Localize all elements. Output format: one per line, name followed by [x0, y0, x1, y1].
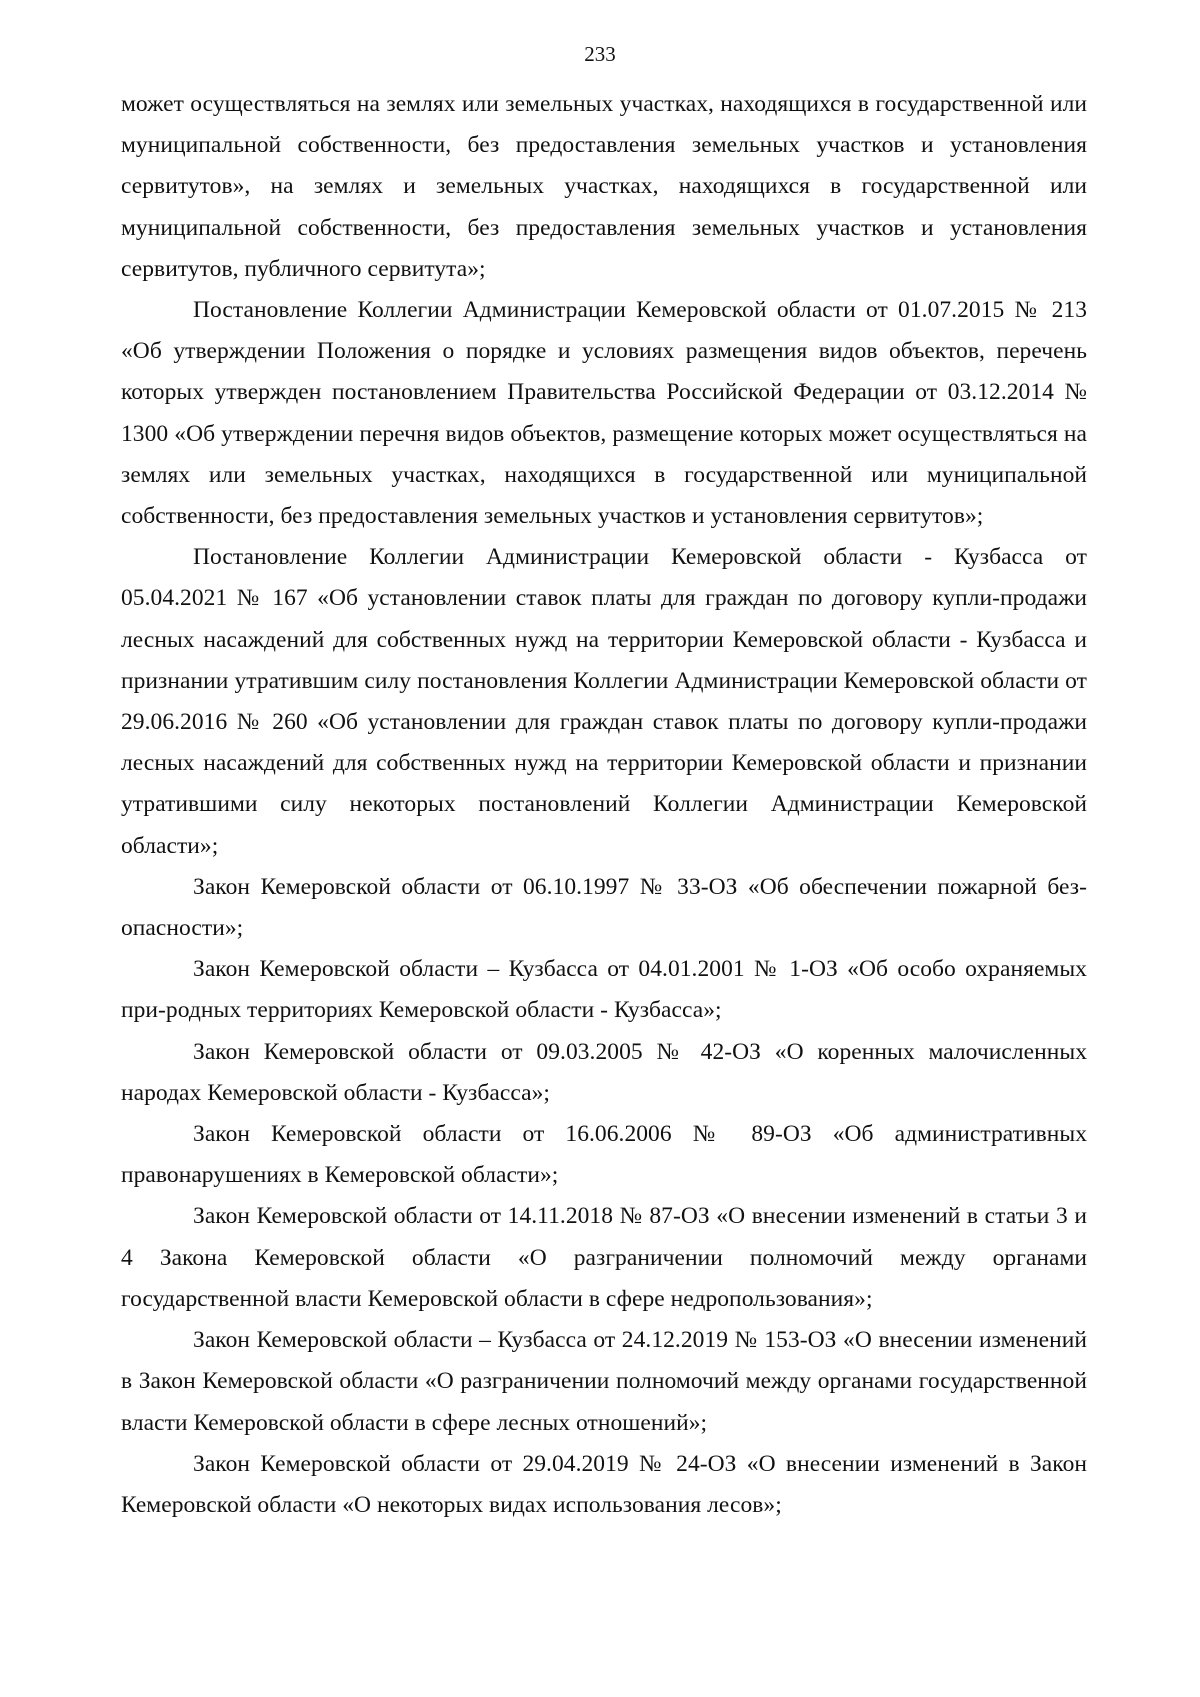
- document-body: [121, 84, 1087, 1526]
- paragraph-law-89-oz: Закон Кемеровской области от 16.06.2006 № 89-ОЗ «Об административных правонарушениях в Кемеровской области»;: [121, 1121, 1087, 1189]
- paragraph-decree-167: Постановление Коллегии Администрации Кемеровской области - Кузбасса от 05.04.2021 № 167 «Об установлении ставок платы для граждан по договору купли-продажи лесных насаждений для собственных нужд на территории Кемеровской области - Кузбасса и признании утратившим силу постановления Коллегии Администрации Кемеровской области от 29.06.2016 № 260 «Об установлении для граждан ставок платы по договору купли-продажи лесных насаждений для собственных нужд на территории Кемеровской области и признании утратившими силу некоторых постановлений Коллегии Администрации Кемеровской области»;: [121, 544, 1087, 859]
- paragraph-law-42-oz: Закон Кемеровской области от 09.03.2005 № 42-ОЗ «О коренных малочисленных народах Кемеровской области - Кузбасса»;: [121, 1038, 1087, 1106]
- page-number: 233: [584, 42, 616, 66]
- paragraph-decree-213: Постановление Коллегии Администрации Кемеровской области от 01.07.2015 № 213 «Об утверждении Положения о порядке и условиях размещения видов объектов, перечень которых утвержден постановлением Правительства Российской Федерации от 03.12.2014 № 1300 «Об утверждении перечня видов объектов, размещение которых может осуществляться на землях или земельных участках, находящихся в государственной или муниципальной собственности, без предоставления земельных участков и установления сервитутов»;: [121, 297, 1087, 530]
- paragraph-continuation: может осуществляться на землях или земельных участках, находящихся в государственной или муниципальной собственности, без предоставления земельных участков и установления сервитутов», на землях и земельных участках, находящихся в государственной или муниципальной собственности, без предоставления земельных участков и установления сервитутов, публичного сервитута»;: [121, 91, 1087, 282]
- paragraph-law-87-oz: Закон Кемеровской области от 14.11.2018 № 87-ОЗ «О внесении изменений в статьи 3 и 4 Закона Кемеровской области «О разграничении полномочий между органами государственной власти Кемеровской области в сфере недропользования»;: [121, 1203, 1087, 1312]
- paragraph-law-153-oz: Закон Кемеровской области – Кузбасса от 24.12.2019 № 153-ОЗ «О внесении изменений в Закон Кемеровской области «О разграничении полномочий между органами государственной власти Кемеровской области в сфере лесных отношений»;: [121, 1327, 1087, 1436]
- paragraph-law-1-oz: Закон Кемеровской области – Кузбасса от 04.01.2001 № 1-ОЗ «Об особо охраняемых при-родных территориях Кемеровской области - Кузбасса»;: [121, 956, 1087, 1024]
- paragraph-law-24-oz: Закон Кемеровской области от 29.04.2019 № 24-ОЗ «О внесении изменений в Закон Кемеровской области «О некоторых видах использования лесов»;: [121, 1450, 1087, 1518]
- paragraph-law-33-oz: Закон Кемеровской области от 06.10.1997 № 33-ОЗ «Об обеспечении пожарной без-опасности»;: [121, 873, 1087, 942]
